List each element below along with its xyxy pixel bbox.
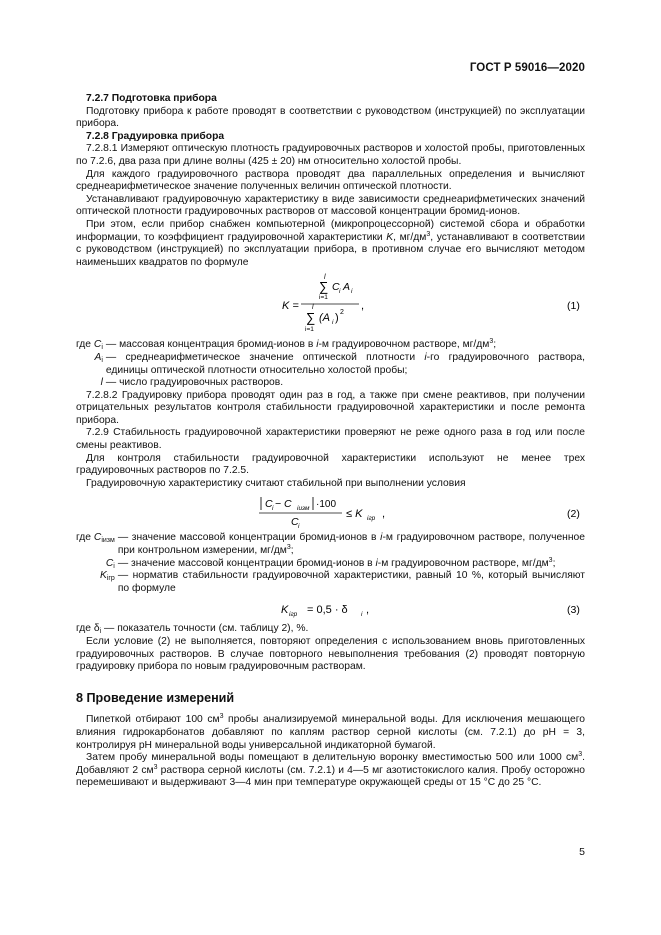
- formula-2-sub-igr: iгр: [367, 515, 376, 523]
- superscript: 3: [426, 230, 431, 238]
- section-heading-7-2-7: 7.2.7 Подготовка прибора: [86, 93, 217, 104]
- paragraph-7-2-9: 7.2.9 Стабильность градуировочной характеристики проверяют не реже одного раза в год или после смены реактивов.: [76, 427, 585, 452]
- legend-key-cizm: [76, 532, 115, 557]
- paragraph-7-2-7: Подготовку прибора к работе проводят в соответствии с руководством (инструкцией) по эксплуатации прибора.: [76, 105, 585, 130]
- formula-2-comma: ,: [382, 508, 386, 521]
- formula-1-lhs: K =: [282, 300, 299, 313]
- symbol-c: C: [93, 532, 102, 544]
- superscript: 3: [578, 751, 583, 759]
- superscript: 3: [153, 763, 158, 771]
- page-number: 5: [579, 846, 585, 858]
- formula-1-sum-sign: ∑: [319, 279, 329, 295]
- formula-1-den-a: (A: [319, 312, 330, 325]
- formula-1-svg: [76, 273, 585, 335]
- text-run: -м градуировочном растворе, мг/дм: [318, 339, 490, 351]
- formula-1-den-upper-limit: l: [312, 304, 314, 312]
- symbol-a: A: [94, 351, 102, 363]
- document-body: [76, 93, 585, 790]
- formula-2-legend: [76, 532, 585, 595]
- subscript: i: [101, 356, 103, 364]
- formula-1-num-a: A: [343, 281, 351, 294]
- text-run: , мг/дм: [393, 231, 427, 243]
- formula-2-num-ci: C: [265, 498, 273, 511]
- paragraph-7-2-8-1: 7.2.8.1 Измеряют оптическую плотность градуировочных растворов и холостой пробы, приготовленных по 7.2.6, два раза при длине волны (425 ± 20) нм относительно холостой пробы.: [76, 143, 585, 167]
- formula-1-lower-limit: i=1: [319, 294, 328, 302]
- legend-value-cizm: [118, 532, 585, 557]
- formula-3-k: K: [281, 604, 289, 617]
- formula-3-comma: ,: [366, 604, 370, 617]
- text-run: — показатель точности (см. таблицу 2), %.: [101, 623, 309, 635]
- subscript: iизм: [101, 537, 115, 545]
- formula-3-legend: [76, 623, 585, 636]
- paragraph-8-a: [76, 714, 585, 752]
- superscript: 3: [219, 713, 224, 721]
- text-run: Пипеткой отбирают 100 см: [86, 714, 220, 726]
- subscript: iгр: [106, 575, 115, 583]
- symbol-i: i: [316, 339, 319, 351]
- symbol-i: i: [380, 532, 383, 544]
- text-run: -м градуировочном растворе, полученное при контрольном измерении, мг/дм: [117, 532, 585, 557]
- formula-2-sub-izm: iизм: [297, 505, 310, 513]
- legend-value-ai: [106, 352, 585, 377]
- formula-1-den-lower-limit: i=1: [305, 326, 314, 334]
- symbol-i: i: [424, 351, 427, 363]
- text-run: ;: [290, 545, 294, 557]
- formula-1-num-sub-1: i: [339, 288, 341, 296]
- text-run: -го градуировочного раствора, единицы оптической плотности относительно холостой пробы;: [105, 351, 585, 376]
- formula-2: [76, 494, 585, 528]
- formula-1-num-c: C: [332, 281, 340, 294]
- text-run: ;: [552, 557, 556, 569]
- text-run: , устанавливают в соответствии с руководством (инструкцией) по эксплуатации прибора, в противном случае его вычисляют методом наименьших квадратов по формуле: [76, 231, 585, 268]
- paragraph-8-b: [76, 752, 585, 790]
- legend-value-ci: [106, 339, 585, 352]
- formula-2-times-100: ·100: [316, 499, 337, 511]
- subscript: i: [99, 628, 102, 636]
- legend-key-ci: [76, 558, 115, 571]
- formula-3-svg: [76, 599, 585, 619]
- formula-1-upper-limit: l: [324, 274, 326, 282]
- text-run: — значение массовой концентрации бромид-ионов в: [117, 557, 376, 569]
- paragraph-7-2-9-d: Если условие (2) не выполняется, повторяют определения с использованием вновь приготовленных градуировочных растворов. В случае повторного невыполнения требования (2) проводят повторную градуировку прибора по новым градуировочным растворам.: [76, 636, 585, 673]
- legend-key-l: [76, 377, 103, 390]
- formula-2-den-sub-i: i: [298, 523, 300, 529]
- formula-2-le-k: ≤ K: [346, 508, 363, 521]
- superscript: 3: [489, 338, 494, 346]
- legend-lead: где: [76, 532, 92, 544]
- formula-1-num-sub-2: i: [351, 288, 353, 296]
- text-run: где δ: [76, 623, 100, 635]
- formula-1: [76, 273, 585, 335]
- subscript: i: [101, 344, 103, 352]
- formula-1-comma: ,: [361, 300, 365, 313]
- legend-key-kigr: [76, 570, 115, 595]
- formula-1-den-sub: i: [332, 319, 334, 327]
- paragraph-7-2-9-c: Градуировочную характеристику считают стабильной при выполнении условия: [86, 477, 466, 489]
- symbol-i: i: [375, 557, 378, 569]
- text-run: При этом, если прибор снабжен компьютерной (микропроцессорной) системой сбора и обработки информации, то коэффициент градуировочной характеристики: [76, 218, 585, 243]
- formula-1-number: (1): [567, 300, 580, 313]
- text-run: Затем пробу минеральной воды помещают в делительную воронку вместимостью 500 или 1000 см: [86, 752, 579, 764]
- formula-1-den-close: ): [335, 312, 339, 325]
- symbol-c: C: [105, 557, 114, 569]
- formula-1-den-square: 2: [340, 309, 344, 317]
- formula-2-svg: [76, 494, 585, 528]
- formula-1-legend: [76, 339, 585, 389]
- text-run: -м градуировочном растворе, мг/дм: [377, 557, 549, 569]
- superscript: 3: [548, 556, 553, 564]
- formula-3-sub-igr: iгр: [289, 611, 298, 619]
- legend-key-ci: [76, 339, 103, 352]
- formula-3: [76, 599, 585, 619]
- paragraph-7-2-8-1-b: Для каждого градуировочного раствора проводят два параллельных определения и вычисляют среднеарифметическое значение полученных величин оптической плотности.: [76, 168, 585, 193]
- standard-header: ГОСТ Р 59016—2020: [469, 62, 585, 74]
- superscript: 3: [286, 544, 291, 552]
- text-run: пробы анализируемой минеральной воды. Для исключения мешающего влияния гидрокарбонатов добавляют по каплям раствор серной кислоты (см. 7.2.1) до рН = 3, контролируя рН минеральной воды универсальной индикаторной бумагой.: [76, 714, 585, 751]
- legend-value-l: — число градуировочных растворов.: [105, 377, 284, 389]
- legend-value-ci: [118, 558, 585, 571]
- formula-3-rhs-sub: i: [361, 611, 363, 619]
- paragraph-7-2-8-2: 7.2.8.2 Градуировку прибора проводят один раз в год, а также при смене реактивов, при получении отрицательных результатов контроля стабильности градуировочной характеристики и после ремонта прибора.: [76, 389, 585, 426]
- formula-3-rhs: = 0,5 · δ: [307, 604, 348, 617]
- formula-3-number: (3): [567, 604, 580, 617]
- paragraph-7-2-9-b: Для контроля стабильности градуировочной характеристики используют не менее трех градуировочных растворов по 7.2.5.: [76, 452, 585, 477]
- text-run: — массовая концентрация бромид-ионов в: [105, 339, 317, 351]
- section-heading-8: 8 Проведение измерений: [76, 690, 235, 705]
- legend-key-ai: [76, 352, 103, 377]
- formula-2-minus: − C: [275, 498, 292, 511]
- formula-2-number: (2): [567, 508, 580, 521]
- text-run: — среднеарифметическое значение оптической плотности: [105, 351, 425, 363]
- formula-2-den-c: C: [291, 516, 299, 529]
- section-heading-7-2-8: 7.2.8 Градуировка прибора: [86, 130, 225, 142]
- symbol-c: C: [93, 339, 102, 351]
- text-run: ;: [493, 339, 497, 351]
- paragraph-7-2-8-1-d: [76, 219, 585, 269]
- text-run: — значение массовой концентрации бромид-ионов в: [117, 532, 381, 544]
- formula-2-num-sub-i: i: [272, 505, 274, 513]
- text-run: . Добавляют 2 см: [76, 752, 585, 776]
- symbol-k: K: [99, 570, 107, 582]
- subscript: i: [113, 562, 115, 570]
- symbol-l: l: [100, 377, 103, 389]
- legend-lead: где: [76, 339, 92, 351]
- text-run: раствора серной кислоты (см. 7.2.1) и 4—5 мг азотистокислого калия. Пробу осторожно перемешивают и выдерживают 3—4 мин при температуре окружающей среды от 15 °С до 25 °С.: [76, 764, 585, 789]
- formula-1-den-sum-sign: ∑: [306, 310, 316, 326]
- legend-value-kigr: — норматив стабильности градуировочной характеристики, равный 10 %, который вычисляют по формуле: [117, 570, 585, 594]
- paragraph-7-2-8-1-c: Устанавливают градуировочную характеристику в виде зависимости среднеарифметических значений оптической плотности градуировочных растворов от массовой концентрации бромид-ионов.: [76, 193, 585, 218]
- symbol-k: K: [386, 231, 394, 243]
